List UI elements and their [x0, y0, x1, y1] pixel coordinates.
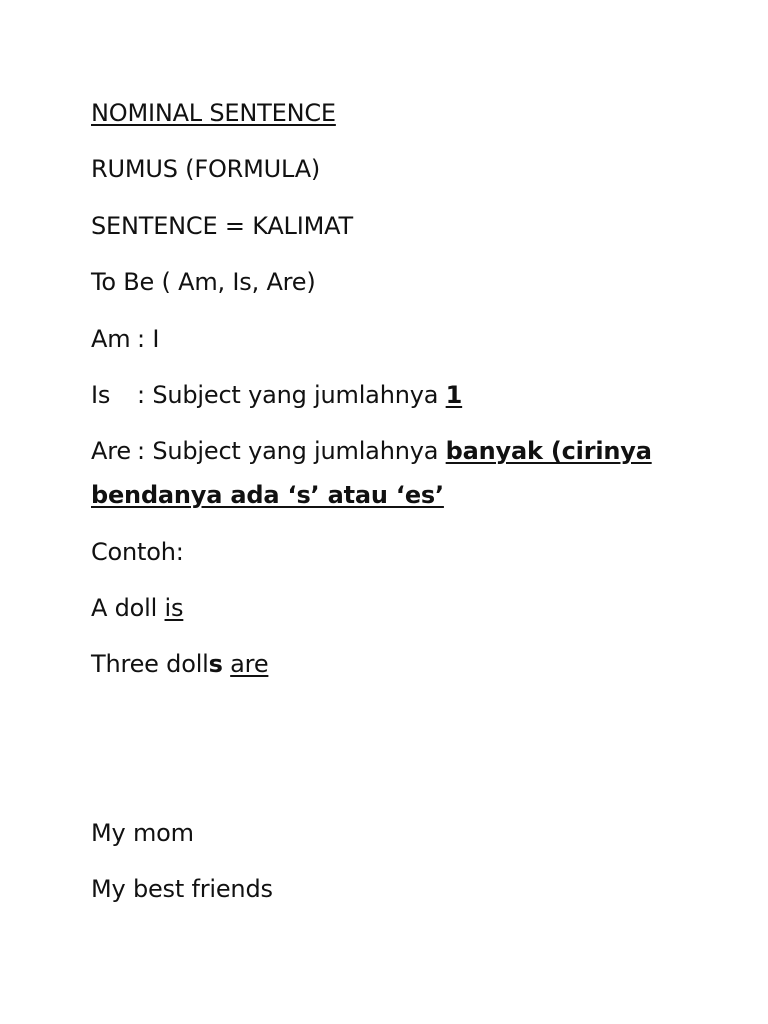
am-label: Am: [91, 325, 131, 353]
practice-item: My mom: [91, 819, 194, 847]
example-2: [91, 649, 268, 679]
example-2-verb: are: [230, 650, 269, 678]
are-separator: :: [137, 437, 153, 465]
document-heading: NOMINAL SENTENCE: [91, 99, 336, 127]
is-description: Subject yang jumlahnya: [152, 381, 446, 409]
are-line: [91, 436, 652, 466]
am-value: I: [152, 325, 160, 353]
practice-item: My best friends: [91, 875, 273, 903]
is-line: [91, 380, 462, 410]
are-emphasis-part-2: bendanya ada ‘s’ atau ‘es’: [91, 481, 444, 509]
am-separator: :: [137, 325, 153, 353]
is-emphasis: 1: [445, 381, 463, 409]
is-separator: :: [137, 381, 153, 409]
formula-line: RUMUS (FORMULA): [91, 155, 321, 183]
sentence-definition: SENTENCE = KALIMAT: [91, 212, 353, 240]
to-be-line: To Be ( Am, Is, Are): [91, 268, 316, 296]
example-2-plural-suffix: s: [208, 650, 223, 678]
example-1-text: A doll: [91, 594, 165, 622]
are-label: Are: [91, 437, 131, 465]
is-label: Is: [91, 381, 111, 409]
example-1: [91, 593, 183, 623]
example-2-text: Three doll: [91, 650, 209, 678]
am-line: [91, 324, 159, 354]
are-emphasis-part-1: banyak (cirinya: [445, 437, 652, 465]
example-label: Contoh:: [91, 538, 184, 566]
example-1-verb: is: [164, 594, 184, 622]
are-description: Subject yang jumlahnya: [152, 437, 446, 465]
